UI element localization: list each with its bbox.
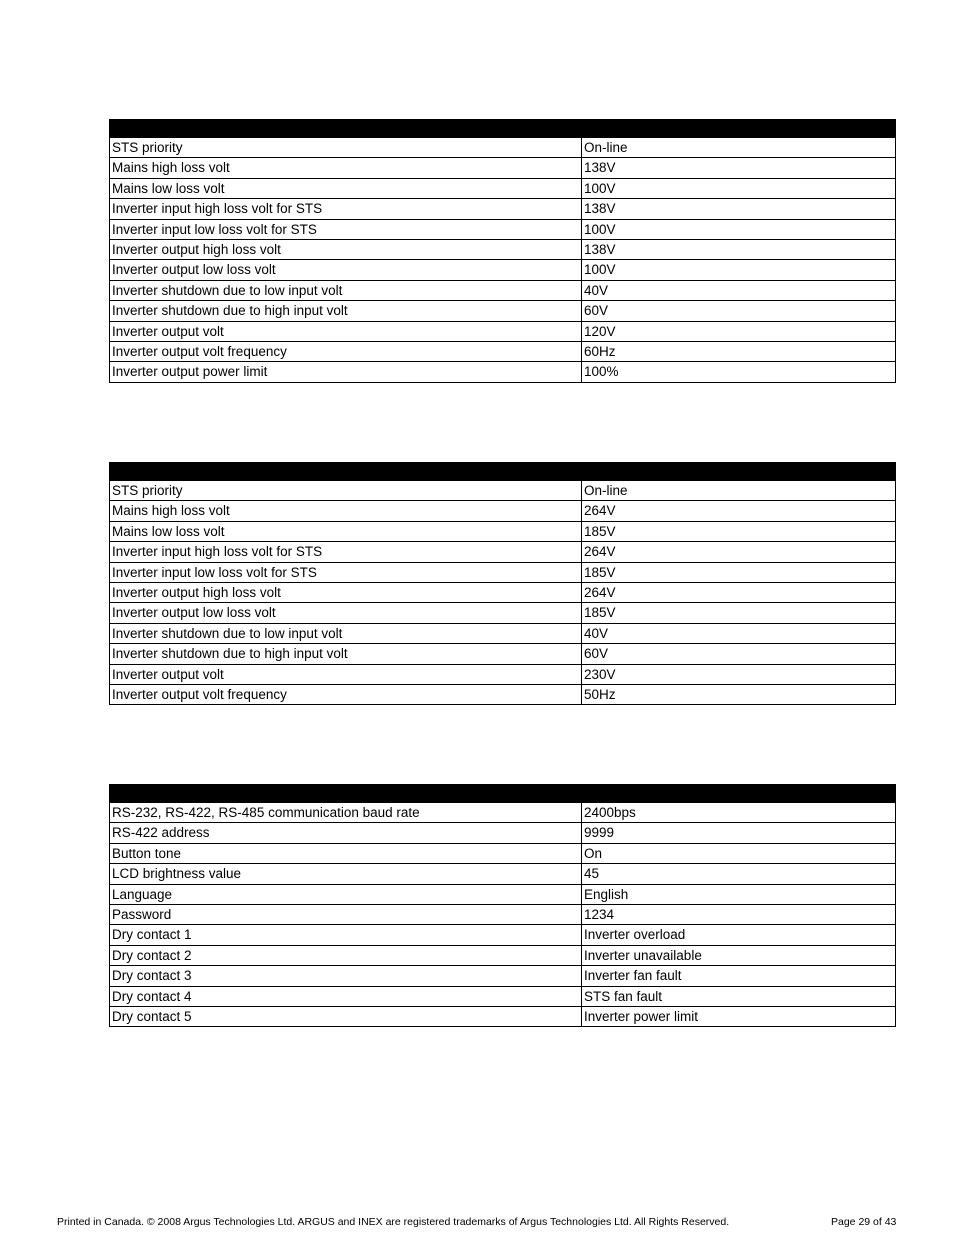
parameter-cell: Inverter input high loss volt for STS bbox=[110, 199, 582, 219]
table-body bbox=[110, 481, 896, 705]
table-row bbox=[110, 158, 896, 178]
value-cell: Inverter overload bbox=[582, 925, 896, 945]
table-row bbox=[110, 521, 896, 541]
header-cell-parameter bbox=[110, 785, 582, 803]
parameter-cell: Inverter shutdown due to high input volt bbox=[110, 301, 582, 321]
value-cell: 185V bbox=[582, 521, 896, 541]
table-row bbox=[110, 321, 896, 341]
value-cell: 100V bbox=[582, 219, 896, 239]
table-row bbox=[110, 583, 896, 603]
value-cell: 264V bbox=[582, 583, 896, 603]
parameter-cell: Dry contact 1 bbox=[110, 925, 582, 945]
header-cell-parameter bbox=[110, 463, 582, 481]
table-row bbox=[110, 342, 896, 362]
table-row bbox=[110, 644, 896, 664]
table-row bbox=[110, 260, 896, 280]
value-cell: 60Hz bbox=[582, 342, 896, 362]
table-row bbox=[110, 823, 896, 843]
table-row bbox=[110, 905, 896, 925]
value-cell: Inverter power limit bbox=[582, 1007, 896, 1027]
table-row bbox=[110, 843, 896, 863]
value-cell: 60V bbox=[582, 301, 896, 321]
value-cell: English bbox=[582, 884, 896, 904]
parameter-cell: LCD brightness value bbox=[110, 864, 582, 884]
value-cell: 60V bbox=[582, 644, 896, 664]
parameter-cell: Inverter output high loss volt bbox=[110, 583, 582, 603]
footer-copyright: Printed in Canada. © 2008 Argus Technologies Ltd. ARGUS and INEX are registered trademarks of Argus Technologies Ltd. All Rights Reserved. bbox=[57, 1216, 730, 1228]
value-cell: 40V bbox=[582, 280, 896, 300]
header-cell-value bbox=[582, 463, 896, 481]
value-cell: STS fan fault bbox=[582, 986, 896, 1006]
table-row bbox=[110, 664, 896, 684]
parameter-cell: Language bbox=[110, 884, 582, 904]
value-cell: 100V bbox=[582, 178, 896, 198]
parameter-cell: Password bbox=[110, 905, 582, 925]
parameter-cell: STS priority bbox=[110, 138, 582, 158]
header-cell-parameter bbox=[110, 120, 582, 138]
table-row bbox=[110, 280, 896, 300]
parameter-cell: RS-232, RS-422, RS-485 communication baud rate bbox=[110, 803, 582, 823]
header-cell-value bbox=[582, 785, 896, 803]
parameter-cell: Dry contact 2 bbox=[110, 945, 582, 965]
table-header-row bbox=[110, 120, 896, 138]
parameter-cell: Mains high loss volt bbox=[110, 501, 582, 521]
table-row bbox=[110, 199, 896, 219]
table-body bbox=[110, 138, 896, 383]
parameter-cell: Inverter shutdown due to high input volt bbox=[110, 644, 582, 664]
parameter-cell: Mains high loss volt bbox=[110, 158, 582, 178]
table-row bbox=[110, 945, 896, 965]
table-header-row bbox=[110, 785, 896, 803]
table-row bbox=[110, 481, 896, 501]
table-row bbox=[110, 542, 896, 562]
parameter-cell: Inverter output power limit bbox=[110, 362, 582, 382]
value-cell: 138V bbox=[582, 240, 896, 260]
parameter-cell: Button tone bbox=[110, 843, 582, 863]
table-body bbox=[110, 803, 896, 1027]
parameter-cell: Inverter input low loss volt for STS bbox=[110, 562, 582, 582]
value-cell: 50Hz bbox=[582, 685, 896, 705]
value-cell: On bbox=[582, 843, 896, 863]
value-cell: 230V bbox=[582, 664, 896, 684]
table-row bbox=[110, 925, 896, 945]
value-cell: 185V bbox=[582, 562, 896, 582]
value-cell: 1234 bbox=[582, 905, 896, 925]
table-row bbox=[110, 362, 896, 382]
table-row bbox=[110, 603, 896, 623]
table-row bbox=[110, 240, 896, 260]
table-row bbox=[110, 864, 896, 884]
parameter-cell: RS-422 address bbox=[110, 823, 582, 843]
value-cell: 45 bbox=[582, 864, 896, 884]
footer-page-number: Page 29 of 43 bbox=[831, 1216, 897, 1228]
value-cell: 264V bbox=[582, 501, 896, 521]
value-cell: 138V bbox=[582, 199, 896, 219]
header-cell-value bbox=[582, 120, 896, 138]
value-cell: 185V bbox=[582, 603, 896, 623]
parameter-cell: Inverter output volt frequency bbox=[110, 342, 582, 362]
value-cell: 2400bps bbox=[582, 803, 896, 823]
parameter-cell: Dry contact 3 bbox=[110, 966, 582, 986]
table-row bbox=[110, 219, 896, 239]
value-cell: 100V bbox=[582, 260, 896, 280]
value-cell: 40V bbox=[582, 623, 896, 643]
parameter-cell: Inverter output low loss volt bbox=[110, 603, 582, 623]
parameter-cell: Inverter output low loss volt bbox=[110, 260, 582, 280]
table-row bbox=[110, 685, 896, 705]
table-row bbox=[110, 966, 896, 986]
table-header-row bbox=[110, 463, 896, 481]
parameter-cell: Inverter output volt frequency bbox=[110, 685, 582, 705]
settings-table-230v bbox=[109, 462, 896, 705]
value-cell: On-line bbox=[582, 138, 896, 158]
parameter-cell: Mains low loss volt bbox=[110, 178, 582, 198]
value-cell: Inverter fan fault bbox=[582, 966, 896, 986]
parameter-cell: Mains low loss volt bbox=[110, 521, 582, 541]
table-row bbox=[110, 138, 896, 158]
parameter-cell: STS priority bbox=[110, 481, 582, 501]
table-row bbox=[110, 178, 896, 198]
parameter-cell: Inverter input high loss volt for STS bbox=[110, 542, 582, 562]
parameter-cell: Inverter shutdown due to low input volt bbox=[110, 280, 582, 300]
settings-table-general bbox=[109, 784, 896, 1027]
value-cell: 120V bbox=[582, 321, 896, 341]
table-row bbox=[110, 301, 896, 321]
settings-table-120v bbox=[109, 119, 896, 383]
value-cell: 264V bbox=[582, 542, 896, 562]
table-row bbox=[110, 884, 896, 904]
parameter-cell: Inverter input low loss volt for STS bbox=[110, 219, 582, 239]
table-row bbox=[110, 986, 896, 1006]
parameter-cell: Inverter output volt bbox=[110, 321, 582, 341]
table-row bbox=[110, 562, 896, 582]
parameter-cell: Inverter output high loss volt bbox=[110, 240, 582, 260]
parameter-cell: Inverter output volt bbox=[110, 664, 582, 684]
value-cell: 100% bbox=[582, 362, 896, 382]
table-row bbox=[110, 1007, 896, 1027]
table-row bbox=[110, 803, 896, 823]
value-cell: On-line bbox=[582, 481, 896, 501]
parameter-cell: Dry contact 4 bbox=[110, 986, 582, 1006]
value-cell: Inverter unavailable bbox=[582, 945, 896, 965]
parameter-cell: Inverter shutdown due to low input volt bbox=[110, 623, 582, 643]
value-cell: 9999 bbox=[582, 823, 896, 843]
value-cell: 138V bbox=[582, 158, 896, 178]
table-row bbox=[110, 623, 896, 643]
table-row bbox=[110, 501, 896, 521]
parameter-cell: Dry contact 5 bbox=[110, 1007, 582, 1027]
